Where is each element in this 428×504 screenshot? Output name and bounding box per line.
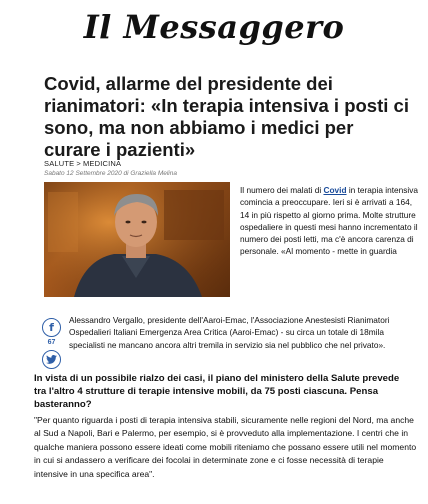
article-photo: [44, 182, 230, 297]
facebook-share-button[interactable]: [42, 318, 61, 337]
twitter-share-button[interactable]: [42, 350, 61, 369]
breadcrumb: [44, 159, 121, 168]
intro-text-start: Il numero dei malati di: [240, 185, 324, 195]
masthead-logo[interactable]: Il Messaggero: [83, 8, 345, 46]
article-byline: Sabato 12 Settembre 2020 di Graziella Melina: [44, 170, 177, 177]
article-quote-text: Alessandro Vergallo, presidente dell'Aaroi-Emac, l'Associazione Anestesisti Rianimatori Ospedalieri Italiani Emergenza Area Critica (Aaroi-Emac) - su circa un totale di 18mila specialisti ne mancano ancora altri tremila in servizio sia nel pubblico che nel privato».: [69, 315, 390, 350]
portrait-illustration: [44, 182, 230, 297]
interview-answer: "Per quanto riguarda i posti di terapia intensiva stabili, sicuramente nelle regioni del Nord, ma anche al Sud a Napoli, Bari e Palermo, per esempio, si è provveduto alla implementazione. I centri che in qualche maniera possono essere ideati come mobili riteniamo che possano essere utili nel momento in cui si andassero a verificare dei focolai in determinate zone e ci fosse necessità di terapie intensive in una specifica area".: [34, 415, 417, 479]
share-buttons: [42, 318, 64, 369]
covid-tag-link[interactable]: Covid: [323, 185, 347, 195]
interview-question: In vista di un possibile rialzo dei casi, il piano del ministero della Salute prevede tra l'altro 4 strutture di terapie intensive mobili, da 75 posti ciascuna. Pensa basteranno?: [34, 373, 400, 411]
facebook-icon: f: [49, 321, 54, 334]
article-intro-text: [240, 184, 420, 258]
facebook-share-count: 67: [47, 339, 56, 346]
breadcrumb-separator: >: [76, 159, 81, 168]
article-headline: Covid, allarme del presidente dei rianimatori: «In terapia intensiva i posti ci sono, ma non abbiamo i medici per curare i pazienti»: [44, 73, 409, 160]
breadcrumb-section-link[interactable]: SALUTE: [44, 159, 75, 168]
breadcrumb-subsection-link[interactable]: MEDICINA: [82, 159, 122, 168]
intro-text-end: in terapia intensiva comincia a preoccupare. Ieri si è arrivati a 164, 14 in più rispetto al giorno prima. Molte strutture ospedaliere in questi mesi hanno incrementato il numero dei posti letti, ma c'è ancora carenza di personale. «Al momento - mette in guardia: [240, 185, 419, 257]
twitter-icon: [46, 355, 57, 364]
